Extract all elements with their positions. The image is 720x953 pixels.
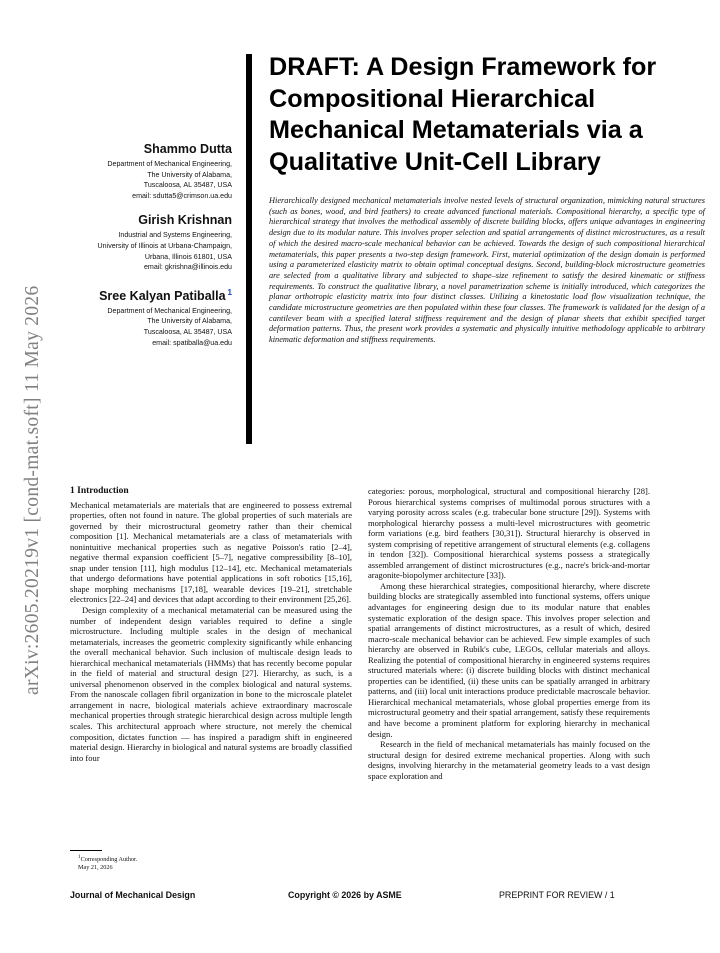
author-email: email: gkrishna@illinois.edu [143,263,232,272]
arxiv-identifier: arXiv:2605.20219v1 [cond-mat.soft] 11 May 2026 [22,285,43,695]
author-affiliation-line: University of Illinois at Urbana-Champaign, [97,241,232,250]
author-affiliation-line: Industrial and Systems Engineering, [118,231,232,240]
footnote [78,850,228,873]
body-paragraph: Research in the field of mechanical metamaterials has mainly focused on the structural design for desired extreme mechanical properties. Along with such designs, involving hierarchy in the metamaterial geometry leads to a vast design space exploration and [368,739,650,781]
body-column-left [70,486,352,763]
title-divider-bar [246,54,252,444]
paper-title: DRAFT: A Design Framework for Compositional Hierarchical Mechanical Metamaterials via a Qualitative Unit-Cell Library [269,53,657,176]
author-affiliation-line: Department of Mechanical Engineering, [107,160,232,168]
page-label: PREPRINT FOR REVIEW / 1 [499,890,615,900]
journal-name: Journal of Mechanical Design [70,890,196,900]
arxiv-side-stamp [4,235,44,695]
author-block [64,142,232,360]
author-entry [64,142,232,201]
body-paragraph: Among these hierarchical strategies, compositional hierarchy, where discrete building blocks are strategically assembled into functional systems, offers unique advantages for engineering design due to its modular nature that enables systematic exploration of the design space. This involves proper selection and spatial arrangements of distinct microstructures, as a result of which, desired macro-scale mechanical behavior can be achieved. Few simple examples of such hierarchy are observed in Rubik's cube, LEGOs, cellular materials and alloys. Realizing the potential of compositional hierarchy in engineered systems requires structured materials where: (i) discrete building blocks with distinct mechanical properties can be identified, (ii) these units can be spatially arranged in arbitrary patterns, and (iii) local unit interactions produce predictable macroscale behavior. Hierarchical mechanical metamaterials, whose global properties emerge from its microstructural geometry and their spatial arrangement, satisfy these requirements and have become a prominent platform for exploring hierarchy in mechanical design. [368,580,650,739]
body-paragraph: Mechanical metamaterials are materials that are engineered to possess extremal properties, often not found in nature. The global properties of such materials are governed by their microstructural geometry rather than their chemical composition [1]. Mechanical metamaterials are a class of metamaterials with nonintuitive mechanical properties such as negative Poisson's ratio [2–4], negative thermal expansion coefficient [5–7], negative compressibility [8–10], snap under tension [11], high modulus [12–14], etc. Mechanical metamaterials that undergo deformations have potential applications in soft robotics [15,16], shape morphing mechanisms [17,18], wearable devices [19–21], stretchable electronics [22–24] and devices that adapt according to their environment [25,26]. [70,499,352,605]
corresponding-author-mark[interactable]: 1 [227,287,232,297]
abstract: Hierarchically designed mechanical metamaterials involve nested levels of structural organization, mimicking natural structures (such as bones, wood, and bird feathers) to create advanced functional materials. Compositional hierarchy, a specific type of hierarchical strategy that involves the methodical assembly of discrete building blocks, offers unique advantages in engineering design due to its modular nature. This involves proper selection and spatial arrangements of distinct microstructures, as a result of which the desired macro-scale mechanical behavior can be achieved. Towards the design of such compositional hierarchical metamaterials, this paper presents a two-step design framework. First, material optimization of the design domain is performed using a parameterized elasticity matrix to obtain optimal conceptual designs. Second, building-block microstructure geometries are selected from a qualitative library and subjected to shape–size refinement to satisfy the desired kinematic or stiffness requirements. To construct the qualitative library, a novel parametrization scheme is initially introduced, which categorizes the planar orthotropic elasticity matrix into four distinct classes. Utilizing a kinetostatic load flow visualization technique, the candidate microstructure geometries are then populated within these four classes. The framework is validated for the design of a cantilever beam with a specified lateral stiffness requirement and the design of planar sheets that exhibit specified target deformation patterns. Thus, the present work provides a systematic and physically intuitive methodology applicable to arbitrary kinematic deformation and stiffness requirements. [269,196,705,345]
author-email: email: spatiballa@ua.edu [152,338,232,347]
author-affiliation-line: Department of Mechanical Engineering, [107,306,232,315]
footnote-date: May 21, 2026 [78,864,113,872]
author-affiliation-line: Tuscaloosa, AL 35487, USA [143,327,232,336]
footnote-mark: 1 [78,854,81,860]
footnote-rule [70,850,102,851]
author-affiliation-line: Tuscaloosa, AL 35487, USA [143,181,232,190]
body-column-right [368,486,650,781]
author-affiliation-line: The University of Alabama, [147,317,232,326]
author-email: email: sdutta5@crimson.ua.edu [132,191,232,200]
author-entry [64,213,232,272]
footnote-text: $^1$Corresponding Author. [78,854,138,864]
body-paragraph: categories: porous, morphological, structural and compositional hierarchy [28]. Porous hierarchical systems comprises of multimodal porous structures with a varying porosity across scales (e.g. trabecular bone structure [29]). Systems with morphological hierarchy possess a multi-level microstructures with geometric form variations (e.g. bird feathers [30,31]). Structural hierarchy is observed in system comprising of repetitive arrangement of structural elements (e.g. collagens in tendon [32]). Compositional hierarchical systems possess a strategically assembled arrangement of distinct microstructures (e.g., nacre's brick-and-mortar aragonite-biopolymer architecture [33]). [368,486,650,581]
copyright-notice: Copyright © 2026 by ASME [288,890,402,900]
author-name: Sree Kalyan Patiballa $^1$ [99,287,232,303]
section-heading: 1 Introduction [70,486,129,496]
author-name: Shammo Dutta [143,142,232,156]
author-entry [64,285,232,348]
author-affiliation-line: Urbana, Illinois 61801, USA [144,252,232,261]
author-name: Girish Krishnan [138,213,232,228]
body-paragraph: Design complexity of a mechanical metamaterial can be measured using the number of independent design variables required to define a single microstructure. Including multiple scales in the design of mechanical metamaterials, increases the geometric complexity significantly while enhancing the overall mechanical behavior. Such inclusion of multiscale design leads to hierarchical mechanical metamaterials (HMMs) that has recently become popular in the field of material and structural design [27]. Hierarchy, as such, is a universal phenomenon observed in the complex biological and natural systems. From the nanoscale collagen fibril organization in bone to the microscale platelet arrangement in nacre, biological materials achieve extraordinary macroscale mechanical properties through strategic hierarchical design across multiple length scales. This architectural approach where structure, not merely the chemical composition, dictates function — has inspired a paradigm shift in engineered material design. Hierarchy in biological and natural systems are broadly classified into four [70,605,352,763]
author-affiliation-line: The University of Alabama, [147,170,232,179]
